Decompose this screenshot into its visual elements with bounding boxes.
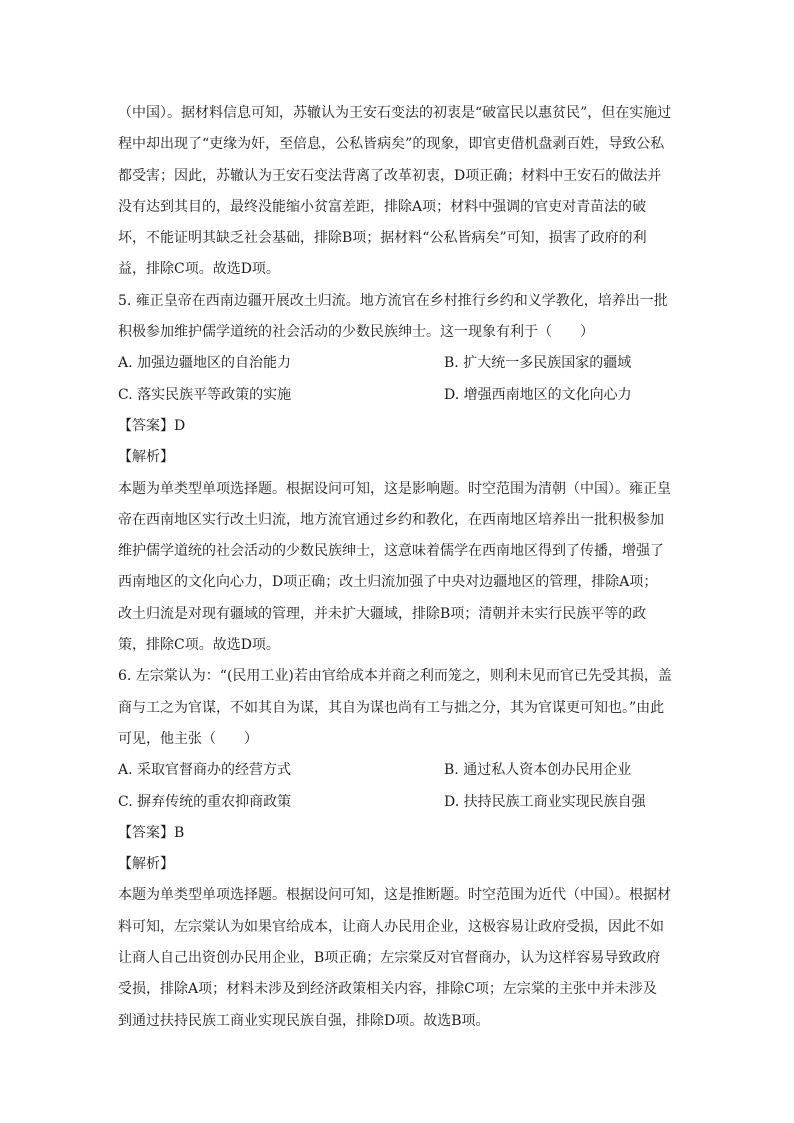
- options-row: [118, 348, 678, 379]
- analysis-line: 维护儒学道统的社会活动的少数民族绅士，这意味着儒学在西南地区得到了传播，增强了: [118, 543, 664, 560]
- analysis-line: 到通过扶持民族工商业实现民族自强，排除D项。故选B项。: [118, 1012, 490, 1029]
- analysis-line: 受损，排除A项；材料未涉及到经济政策相关内容，排除C项；左宗棠的主张中并未涉及: [118, 981, 657, 998]
- document-page: [118, 98, 678, 1037]
- analysis-line: 本题为单类型单项选择题。根据设问可知，这是推断题。时空范围为近代（中国）。根据材: [118, 887, 671, 904]
- option-b: B. 通过私人资本创办民用企业: [444, 762, 632, 779]
- option-a: A. 采取官督商办的经营方式: [118, 762, 292, 779]
- text-line: 益，排除C项。故选D项。: [118, 261, 280, 278]
- analysis-line: 策，排除C项。故选D项。: [118, 637, 280, 654]
- text-line: （中国）。据材料信息可知，苏辙认为王安石变法的初衷是“破富民以惠贫民”，但在实施过: [118, 105, 672, 121]
- text-line: 没有达到其目的，最终没能缩小贫富差距，排除A项；材料中强调的官吏对青苗法的破: [118, 198, 647, 215]
- analysis-line: 西南地区的文化向心力，D项正确；改土归流加强了中央对边疆地区的管理，排除A项；: [118, 574, 658, 591]
- option-a: A. 加强边疆地区的自治能力: [118, 355, 292, 372]
- option-c: C. 摒弃传统的重农抑商政策: [118, 793, 292, 810]
- answer: 【答案】B: [118, 824, 185, 841]
- text-line: 都受害；因此，苏辙认为王安石变法背离了改革初衷，D项正确；材料中王安石的做法并: [118, 167, 662, 184]
- option-d: D. 扶持民族工商业实现民族自强: [444, 793, 646, 810]
- analysis-line: 让商人自己出资创办民用企业，B项正确；左宗棠反对官督商办，认为这样容易导致政府: [118, 950, 661, 967]
- question-stem: 商与工之为官谋，不如其自为谋，其自为谋也尚有工与拙之分，其为官谋更可知也。”由此: [118, 699, 665, 716]
- question-5: [118, 286, 678, 662]
- answer: 【答案】D: [118, 417, 186, 434]
- text-line: 程中却出现了“吏缘为奸，至倍息，公私皆病矣”的现象，即官吏借机盘剥百姓，导致公私: [118, 136, 665, 153]
- question-stem: 6. 左宗棠认为：“(民用工业)若由官给成本并商之利而笼之，则利未见而官已先受其损，盖: [118, 668, 672, 685]
- option-b: B. 扩大统一多民族国家的疆域: [444, 355, 632, 372]
- option-c: C. 落实民族平等政策的实施: [118, 386, 292, 403]
- analysis-line: 帝在西南地区实行改土归流，地方流官通过乡约和教化，在西南地区培养出一批积极参加: [118, 511, 664, 528]
- question-stem: 可见，他主张（ ）: [118, 730, 258, 747]
- question-stem: 积极参加维护儒学道统的社会活动的少数民族绅士。这一现象有利于（ ）: [118, 324, 594, 341]
- text-line: 坏，不能证明其缺乏社会基础，排除B项；据材料“公私皆病矣”可知，损害了政府的利: [118, 230, 647, 247]
- analysis-line: 改土归流是对现有疆域的管理，并未扩大疆域，排除B项；清朝并未实行民族平等的政: [118, 605, 647, 622]
- option-d: D. 增强西南地区的文化向心力: [444, 386, 632, 403]
- analysis-line: 料可知，左宗棠认为如果官给成本，让商人办民用企业，这极容易让政府受损，因此不如: [118, 918, 664, 935]
- options-row: [118, 787, 678, 818]
- q4-explanation: [118, 98, 678, 286]
- question-6: [118, 661, 678, 1037]
- question-stem: 5. 雍正皇帝在西南边疆开展改土归流。地方流官在乡村推行乡约和义学教化，培养出一批: [118, 292, 668, 309]
- options-row: [118, 380, 678, 411]
- analysis-label: 【解析】: [118, 449, 174, 466]
- analysis-line: 本题为单类型单项选择题。根据设问可知，这是影响题。时空范围为清朝（中国）。雍正皇: [118, 480, 671, 497]
- analysis-label: 【解析】: [118, 856, 174, 873]
- options-row: [118, 755, 678, 786]
